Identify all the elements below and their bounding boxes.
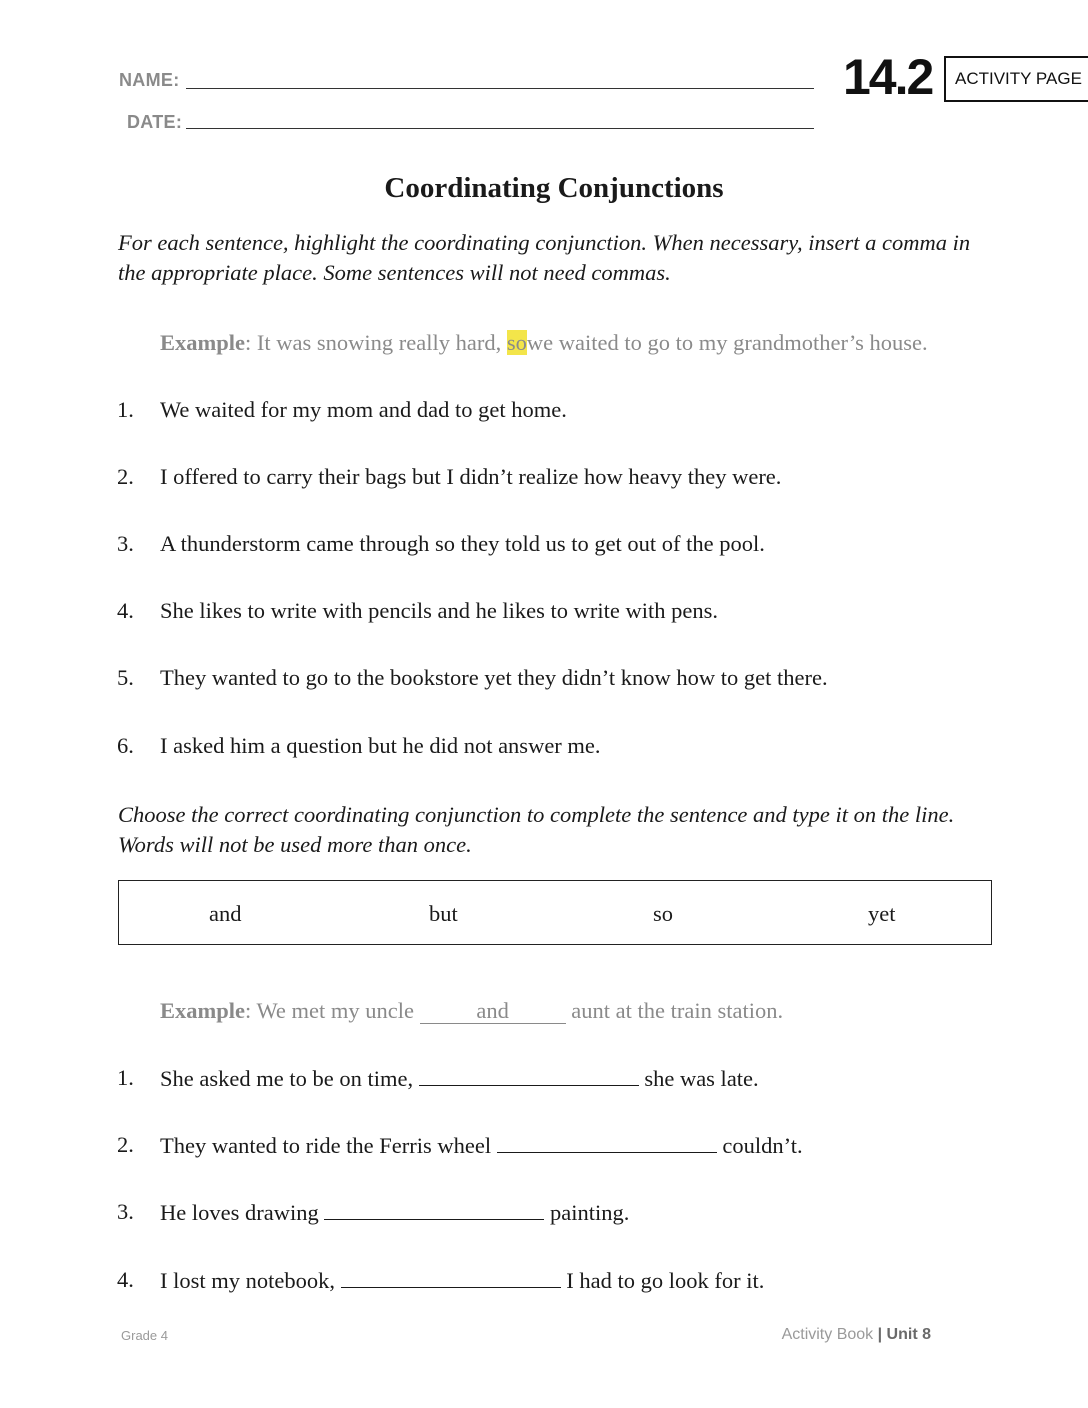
fill-sentence-1 bbox=[160, 1065, 759, 1092]
part1-example bbox=[160, 330, 928, 356]
sentence-text-before: She asked me to be on time, bbox=[160, 1066, 419, 1091]
sentence-text-before: He loves drawing bbox=[160, 1200, 325, 1225]
word-bank-item: and bbox=[209, 901, 242, 926]
item-number: 4. bbox=[117, 598, 134, 623]
item-number: 3. bbox=[117, 531, 134, 556]
example-text-before: : We met my uncle bbox=[245, 998, 420, 1023]
sentence-6[interactable]: I asked him a question but he did not answer me. bbox=[160, 733, 601, 758]
name-label: NAME: bbox=[119, 70, 180, 90]
page-number: 14.2 bbox=[843, 49, 933, 105]
example-text-after: aunt at the train station. bbox=[565, 998, 784, 1023]
sentence-text-after: she was late. bbox=[638, 1066, 759, 1091]
activity-page-badge bbox=[944, 56, 1088, 102]
answer-blank-1[interactable] bbox=[419, 1065, 639, 1086]
sentence-5[interactable]: They wanted to go to the bookstore yet they didn’t know how to get there. bbox=[160, 665, 828, 690]
fill-sentence-4 bbox=[160, 1267, 764, 1294]
item-number: 4. bbox=[117, 1267, 134, 1292]
item-number: 3. bbox=[117, 1199, 134, 1224]
part2-example bbox=[160, 998, 783, 1024]
sentence-text-before: They wanted to ride the Ferris wheel bbox=[160, 1133, 497, 1158]
activity-page-label: ACTIVITY PAGE bbox=[955, 69, 1082, 88]
sentence-text-after: painting. bbox=[544, 1200, 630, 1225]
date-label: DATE: bbox=[127, 112, 183, 132]
word-bank-item: yet bbox=[868, 901, 896, 926]
footer-grade: Grade 4 bbox=[121, 1328, 168, 1343]
item-number: 1. bbox=[117, 1065, 134, 1090]
sentence-1[interactable]: We waited for my mom and dad to get home. bbox=[160, 397, 567, 422]
word-bank bbox=[118, 880, 992, 945]
sentence-4[interactable]: She likes to write with pencils and he likes to write with pens. bbox=[160, 598, 719, 623]
item-number: 6. bbox=[117, 733, 134, 758]
item-number: 1. bbox=[117, 397, 134, 422]
sentence-text-before: I lost my notebook, bbox=[160, 1268, 341, 1293]
fill-sentence-2 bbox=[160, 1132, 803, 1159]
example-highlight: so bbox=[506, 330, 527, 355]
answer-blank-3[interactable] bbox=[324, 1199, 544, 1220]
example-text-before: : It was snowing really hard, bbox=[245, 330, 507, 355]
footer-book-info bbox=[782, 1326, 931, 1344]
date-line[interactable] bbox=[186, 128, 814, 129]
answer-blank-4[interactable] bbox=[341, 1267, 561, 1288]
sentence-text-after: I had to go look for it. bbox=[560, 1268, 765, 1293]
example-label: Example bbox=[160, 330, 246, 355]
part1-instructions: For each sentence, highlight the coordinating conjunction. When necessary, insert a comma in the appropriate place. Some sentences will not need commas. bbox=[118, 230, 971, 285]
word-bank-item: so bbox=[653, 901, 674, 926]
example-text-after: we waited to go to my grandmother’s house. bbox=[526, 330, 928, 355]
answer-blank-2[interactable] bbox=[497, 1132, 717, 1153]
part2-instructions: Choose the correct coordinating conjunction to complete the sentence and type it on the line. Words will not be used more than once. bbox=[118, 802, 955, 857]
footer-separator: | bbox=[873, 1326, 887, 1343]
example-label: Example bbox=[160, 998, 246, 1023]
example-answer-blank: and bbox=[420, 1000, 566, 1024]
name-line[interactable] bbox=[186, 88, 814, 89]
sentence-3[interactable]: A thunderstorm came through so they told us to get out of the pool. bbox=[160, 531, 765, 556]
sentence-text-after: couldn’t. bbox=[716, 1133, 803, 1158]
sentence-2[interactable]: I offered to carry their bags but I didn’t realize how heavy they were. bbox=[160, 464, 782, 489]
page-title: Coordinating Conjunctions bbox=[384, 172, 724, 204]
item-number: 5. bbox=[117, 665, 134, 690]
footer-unit: Unit 8 bbox=[886, 1326, 931, 1343]
word-bank-item: but bbox=[429, 901, 458, 926]
footer-book: Activity Book bbox=[781, 1326, 874, 1343]
item-number: 2. bbox=[117, 1132, 134, 1157]
item-number: 2. bbox=[117, 464, 134, 489]
fill-sentence-3 bbox=[160, 1199, 629, 1226]
